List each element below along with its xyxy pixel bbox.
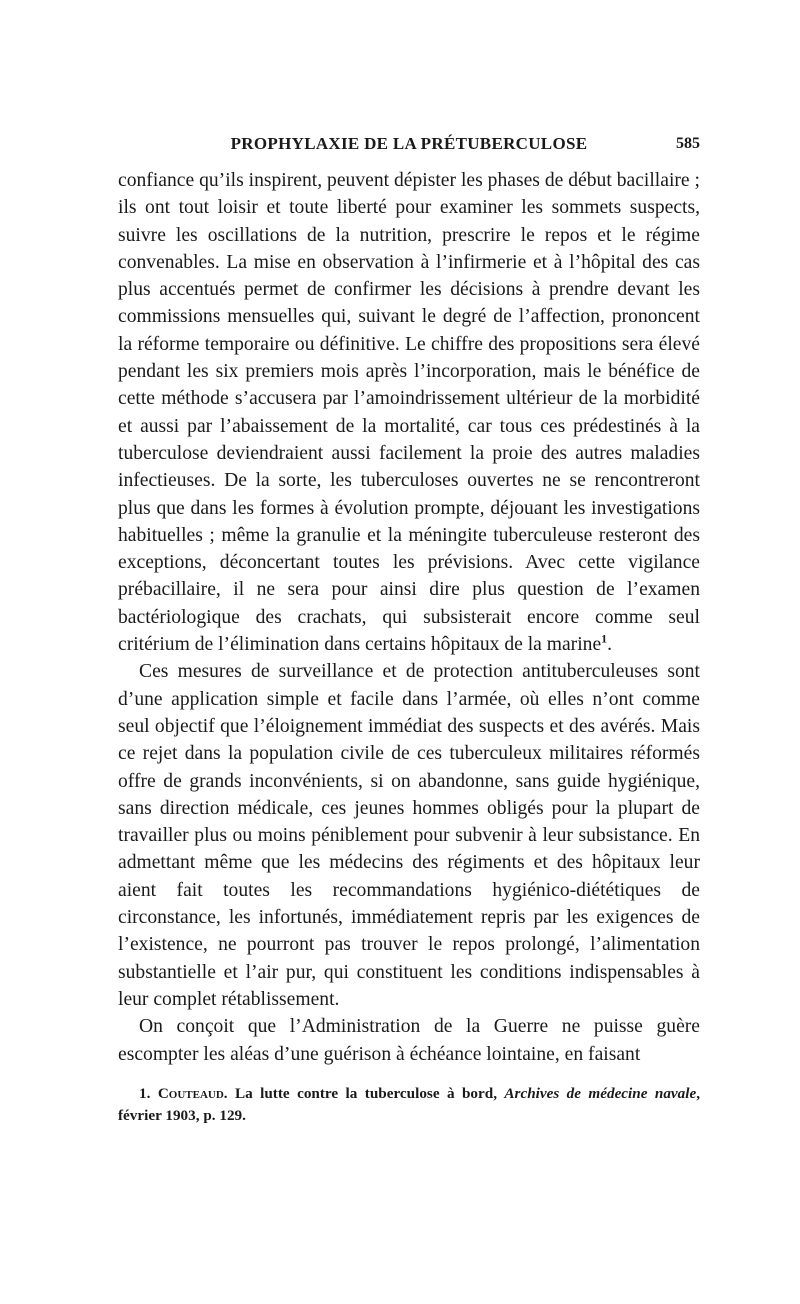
page-number: 585: [676, 135, 700, 152]
footnote-text-after: , février 1903, p. 129.: [118, 1085, 700, 1124]
footnote-1: [118, 1083, 700, 1127]
body-text: [118, 167, 700, 1068]
footnote-author: Couteaud: [157, 1085, 224, 1102]
footnotes: [118, 1083, 700, 1127]
paragraph-2: Ces mesures de surveillance et de protection antituberculeuses sont d’une application simple et facile dans l’armée, où elles n’ont comme seul objectif que l’éloignement immédiat des suspects et des avérés. Mais ce rejet dans la population civile de ces tuberculeux militaires réformés offre de grands inconvénients, si on abandonne, sans guide hygiénique, sans direction médicale, ces jeunes hommes obligés pour la plupart de travailler plus ou moins péniblement pour subvenir à leur subsistance. En admettant même que les médecins des régiments et des hôpitaux leur aient fait toutes les recommandations hygiénico-diététiques de circonstance, les infortunés, immédiatement repris par les exigences de l’existence, ne pourront pas trouver le repos prolongé, l’alimentation substantielle et l’air pur, qui constituent les conditions indispensables à leur complet rétablissement.: [118, 661, 700, 1010]
paragraph-1-text: confiance qu’ils inspirent, peuvent dépister les phases de début bacillaire ; ils ont tout loisir et toute liberté pour examiner les sommets suspects, suivre les oscillations de la nutrition, prescrire le repos et le régime convenables. La mise en observation à l’infirmerie et à l’hôpital des cas plus accentués permet de confirmer les décisions à prendre devant les commissions mensuelles qui, suivant le degré de l’affection, prononcent la réforme temporaire ou définitive. Le chiffre des propositions sera élevé pendant les six premiers mois après l’incorporation, mais le bénéfice de cette méthode s’accusera par l’amoindrissement ultérieur de la morbidité et aussi par l’abaissement de la mortalité, car tous ces prédestinés à la tuberculose deviendraient aussi facilement la proie des autres maladies infectieuses. De la sorte, les tuberculoses ouvertes ne se rencontreront plus que dans les formes à évolution prompte, déjouant les investigations habituelles ; même la granulie et la méningite tuberculeuse resteront des exceptions, déconcertant toutes les prévisions. Avec cette vigilance prébacillaire, il ne sera pour ainsi dire plus question de l’examen bactériologique des crachats, qui subsisterait encore comme seul critérium de l’élimination dans certains hôpitaux de la marine: [118, 170, 700, 656]
paragraph-1: [118, 167, 700, 658]
footnote-text-before: . La lutte contre la tuberculose à bord,: [223, 1085, 505, 1102]
running-header: [118, 134, 700, 158]
footnote-journal: Archives de médecine navale: [504, 1085, 697, 1102]
footnote-reference[interactable]: 1: [601, 631, 608, 646]
running-title: PROPHYLAXIE DE LA PRÉTUBERCULOSE: [230, 134, 588, 153]
paragraph-3: On conçoit que l’Administration de la Guerre ne puisse guère escompter les aléas d’une guérison à échéance lointaine, en faisant: [118, 1016, 700, 1065]
paragraph-1-end: .: [607, 634, 613, 656]
footnote-number: 1.: [139, 1085, 151, 1102]
